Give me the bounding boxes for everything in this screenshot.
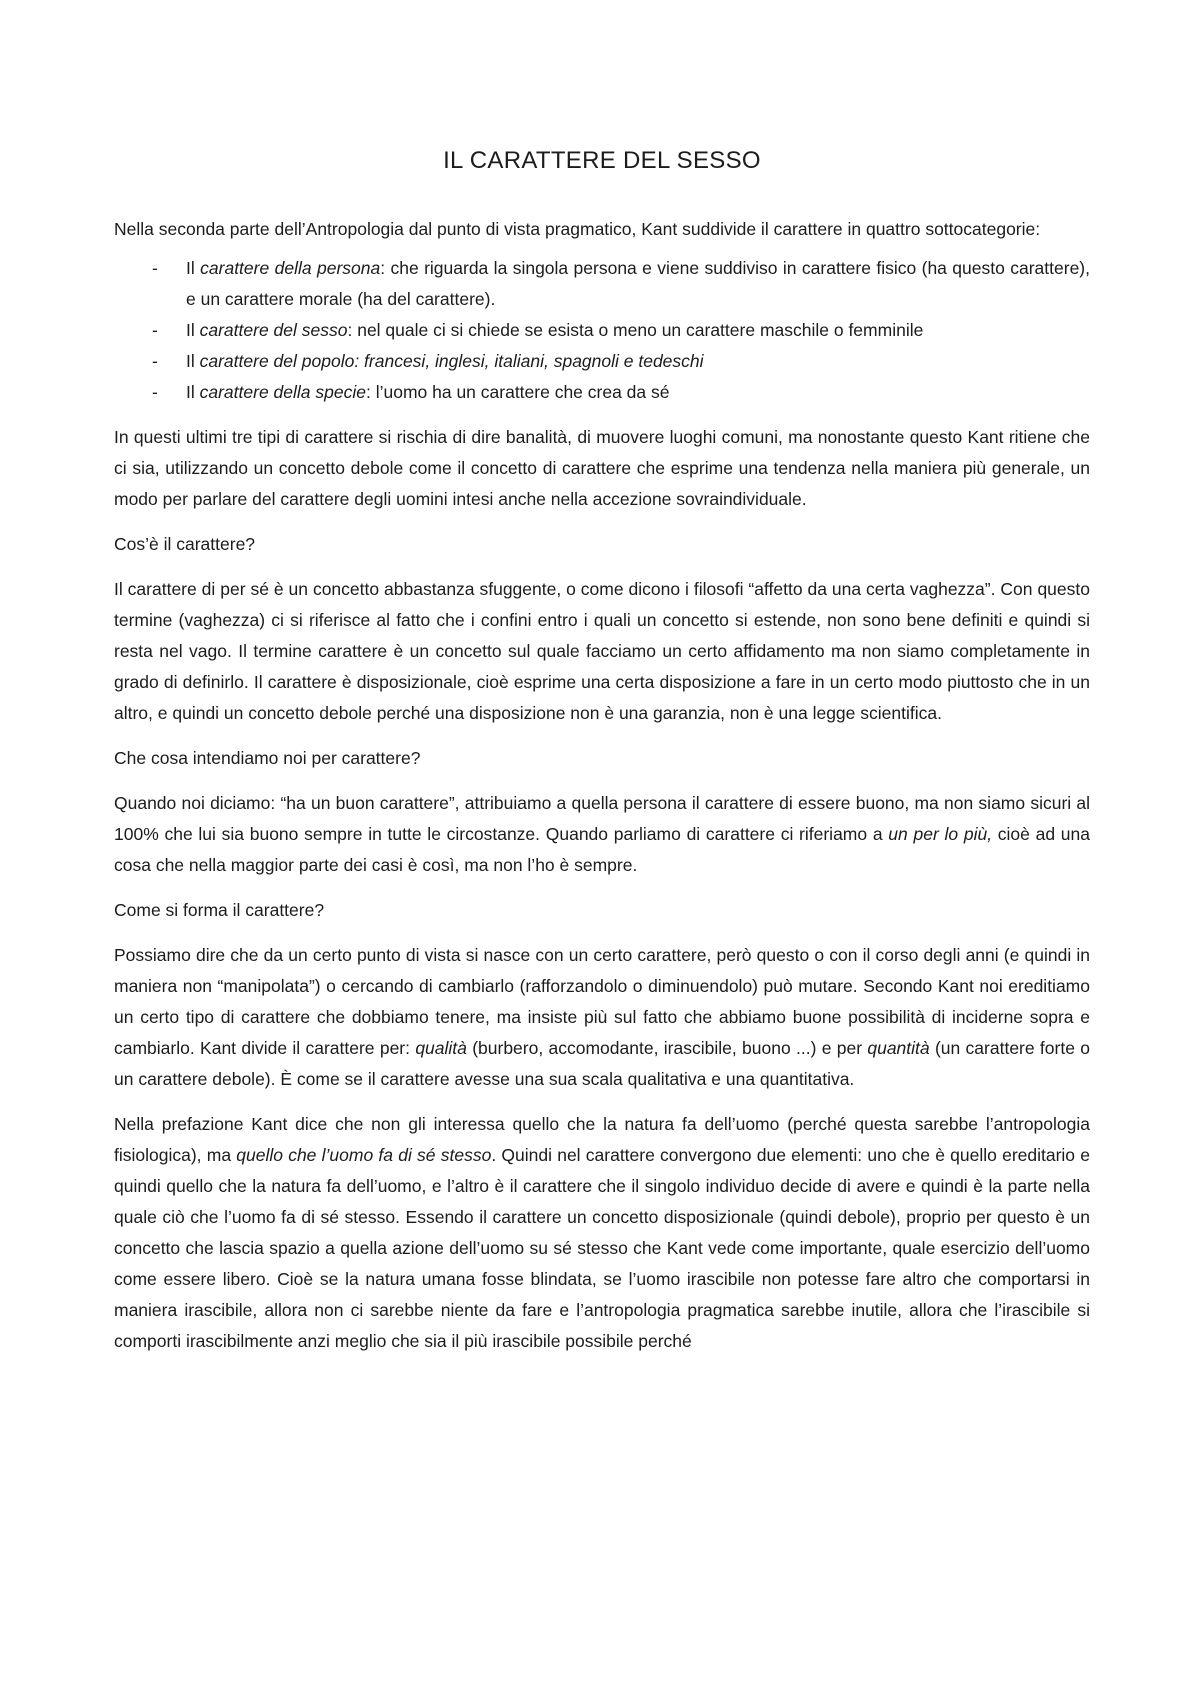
paragraph-prefazione: Nella prefazione Kant dice che non gli interessa quello che la natura fa dell’uomo (perché questa sarebbe l’antropologia fisiologica), ma quello che l’uomo fa di sé stesso. Quindi nel carattere convergono due elementi: uno che è quello ereditario e quindi quello che la natura fa dell’uomo, e l’altro è il carattere che il singolo individuo decide di avere e quindi è la parte nella quale ciò che l’uomo fa di sé stesso. Essendo il carattere un concetto disposizionale (quindi debole), proprio per questo è un concetto che lascia spazio a quella azione dell’uomo su sé stesso che Kant vede come importante, quale esercizio dell’uomo come essere libero. Cioè se la natura umana fosse blindata, se l’uomo irascibile non potesse fare altro che comportarsi in maniera irascibile, allora non ci sarebbe niente da fare e l’antropologia pragmatica sarebbe inutile, allora che l’irascibile si comporti irascibilmente anzi meglio che sia il più irascibile possibile perché <box>114 1114 1090 1351</box>
document-page <box>114 0 1090 1371</box>
category-term: carattere della persona <box>200 258 381 278</box>
question-heading: Come si forma il carattere? <box>114 900 325 920</box>
document-title: IL CARATTERE DEL SESSO <box>443 147 761 174</box>
document-body <box>114 214 1090 1357</box>
intro-paragraph: Nella seconda parte dell’Antropologia dal punto di vista pragmatico, Kant suddivide il carattere in quattro sottocategorie: <box>114 219 1041 239</box>
question-heading: Cos’è il carattere? <box>114 534 256 554</box>
question-heading: Che cosa intendiamo noi per carattere? <box>114 748 421 768</box>
paragraph-buon-carattere: Quando noi diciamo: “ha un buon carattere”, attribuiamo a quella persona il carattere di essere buono, ma non siamo sicuri al 100% che lui sia buono sempre in tutte le circostanze. Quando parliamo di carattere ci riferiamo a un per lo più, cioè ad una cosa che nella maggior parte dei casi è così, ma non l’ho è sempre. <box>114 793 1090 875</box>
category-term: carattere della specie <box>199 382 366 402</box>
paragraph-definizione: Il carattere di per sé è un concetto abbastanza sfuggente, o come dicono i filosofi “affetto da una certa vaghezza”. Con questo termine (vaghezza) ci si riferisce al fatto che i confini entro i quali un concetto si estende, non sono bene definiti e quindi si resta nel vago. Il termine carattere è un concetto sul quale facciamo un certo affidamento ma non siamo completamente in grado di definirlo. Il carattere è disposizionale, cioè esprime una certa disposizione a fare in un certo modo piuttosto che in un altro, e quindi un concetto debole perché una disposizione non è una garanzia, non è una legge scientifica. <box>114 579 1090 723</box>
category-term: carattere del sesso <box>199 320 348 340</box>
list-item: - Il carattere della specie: l’uomo ha un carattere che crea da sé <box>114 377 1090 408</box>
list-dash: - <box>152 320 158 340</box>
list-item: - Il carattere del sesso: nel quale ci si chiede se esista o meno un carattere maschile o femminile <box>114 315 1090 346</box>
list-dash: - <box>152 258 158 278</box>
categories-list <box>114 253 1090 408</box>
list-item: - Il carattere della persona: che riguarda la singola persona e viene suddiviso in carattere fisico (ha questo carattere), e un carattere morale (ha del carattere). <box>114 253 1090 315</box>
list-dash: - <box>152 382 158 402</box>
paragraph-banalita: In questi ultimi tre tipi di carattere si rischia di dire banalità, di muovere luoghi comuni, ma nonostante questo Kant ritiene che ci sia, utilizzando un concetto debole come il concetto di carattere che esprime una tendenza nella maniera più generale, un modo per parlare del carattere degli uomini intesi anche nella accezione sovraindividuale. <box>114 427 1090 509</box>
category-term: carattere del popolo: francesi, inglesi, italiani, spagnoli e tedeschi <box>199 351 704 371</box>
list-dash: - <box>152 351 158 371</box>
paragraph-forma: Possiamo dire che da un certo punto di vista si nasce con un certo carattere, però questo o con il corso degli anni (e quindi in maniera non “manipolata”) o cercando di cambiarlo (rafforzandolo o diminuendolo) può mutare. Secondo Kant noi ereditiamo un certo tipo di carattere che dobbiamo tenere, ma insiste più sul fatto che abbiamo buone possibilità di inciderne sopra e cambiarlo. Kant divide il carattere per: qualità (burbero, accomodante, irascibile, buono ...) e per quantità (un carattere forte o un carattere debole). È come se il carattere avesse una sua scala qualitativa e una quantitativa. <box>114 945 1090 1089</box>
list-item: - Il carattere del popolo: francesi, inglesi, italiani, spagnoli e tedeschi <box>114 346 1090 377</box>
